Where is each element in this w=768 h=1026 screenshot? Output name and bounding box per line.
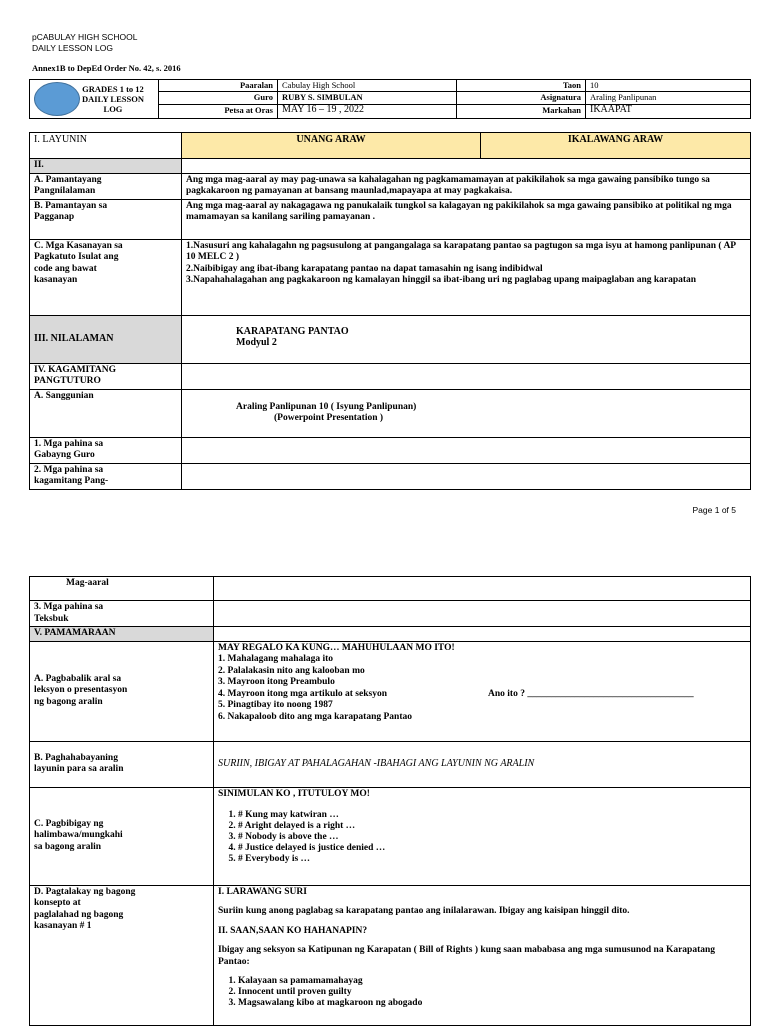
sanggunian-content bbox=[182, 389, 751, 437]
saan-heading: II. SAAN,SAAN KO HAHANAPIN? bbox=[218, 925, 368, 936]
larawang-suri-text: Suriin kung anong paglabag sa karapatang pantao ang inilalarawan. Ibigay ang kaisipan hinggil dito. bbox=[218, 906, 630, 916]
halimbawa-label: C. Pagbibigay ng halimbawa/mungkahi sa bagong aralin bbox=[30, 787, 214, 885]
nilalaman-content bbox=[182, 315, 751, 363]
ano-ito: Ano ito ? ___________________________________ bbox=[488, 688, 694, 699]
riddle-5: 5. Pinagtibay ito noong 1987 bbox=[218, 700, 333, 710]
guro-value: RUBY S. SIMBULAN bbox=[278, 92, 457, 104]
list-item: 1. Kalayaan sa pamamamahayag bbox=[238, 976, 746, 987]
riddle-2: 2. Palalakasin nito ang kalooban mo bbox=[218, 665, 365, 676]
regalo-heading: MAY REGALO KA KUNG… MAHUHULAAN MO ITO! bbox=[218, 642, 455, 653]
list-item: 3. # Nobody is above the … bbox=[238, 832, 746, 843]
layunin-text: SURIIN, IBIGAY AT PAHALAGAHAN -IBAHAGI ANG LAYUNIN NG ARALIN bbox=[214, 741, 751, 787]
taon-label: Taon bbox=[457, 80, 586, 92]
list-item: 2. Innocent until proven guilty bbox=[238, 987, 746, 998]
pamamaraan-label: V. PAMAMARAAN bbox=[30, 627, 214, 642]
karapatan-title: KARAPATANG PANTAO bbox=[236, 325, 349, 337]
pamantayang-text: Ang mga mag-aaral ay may pag-unawa sa kahalagahan ng pagkamamamayan at pakikilahok sa mga gawaing pansibiko tungo sa pagkakaroon ng pamayanan at bansang maunlad,mapayapa at may pagkakaisa. bbox=[182, 173, 751, 199]
pagganap-text: Ang mga mag-aaral ay nakagagawa ng panukalaik tungkol sa kalagayan ng pakikilahok sa mga gawaing pansibiko at politikal ng mga mamamayan sa kanilang sariling pamayanan . bbox=[182, 199, 751, 239]
modyul-title: Modyul 2 bbox=[236, 337, 277, 348]
powerpoint-note: (Powerpoint Presentation ) bbox=[274, 413, 384, 423]
pagtalakay-content bbox=[214, 885, 751, 1025]
araling-title: Araling Panlipunan 10 ( Isyung Panlipunan) bbox=[236, 401, 417, 412]
pagganap-label: B. Pamantayan sa Pagganap bbox=[30, 199, 182, 239]
larawang-suri-heading: I. LARAWANG SURI bbox=[218, 886, 307, 897]
lesson-table-continued bbox=[29, 576, 751, 1026]
pahina-guro-label: 1. Mga pahina sa Gabayng Guro bbox=[30, 437, 182, 463]
list-item: 2. # Aright delayed is a right … bbox=[238, 821, 746, 832]
school-name: pCABULAY HIGH SCHOOL bbox=[32, 32, 138, 42]
header-table bbox=[29, 79, 751, 119]
guro-label: Guro bbox=[159, 92, 278, 104]
list-item: 5. # Everybody is … bbox=[238, 854, 746, 865]
kasanayan-1: 1.Nasusuri ang kahalagahn ng pagsusulong at pangangalaga sa karapatang pantao sa pagtugon sa mga isyu at hamong panlipunan ( AP 10 MELC 2 ) bbox=[186, 240, 736, 262]
riddle-1: 1. Mahalagang mahalaga ito bbox=[218, 654, 334, 664]
taon-value: 10 bbox=[586, 80, 751, 92]
list-item: 3. Magsawalang kibo at magkaroon ng abogado bbox=[238, 998, 746, 1009]
saan-text: Ibigay ang seksyon sa Katipunan ng Karapatan ( Bill of Rights ) kung saan mababasa ang mga sumusunod na Karapatang Pantao: bbox=[218, 945, 716, 967]
kagamitan-label: IV. KAGAMITANG PANGTUTURO bbox=[30, 363, 182, 389]
pagbabalik-content bbox=[214, 641, 751, 741]
pagbabalik-label: A. Pagbabalik aral sa leksyon o presentasyon ng bagong aralin bbox=[30, 641, 214, 741]
sinimulan-heading: SINIMULAN KO , ITUTULOY MO! bbox=[218, 788, 370, 799]
riddle-6: 6. Nakapaloob dito ang mga karapatang Pantao bbox=[218, 711, 412, 722]
teksbuk-label: 3. Mga pahina sa Teksbuk bbox=[30, 601, 214, 627]
log-title: DAILY LESSON LOG bbox=[32, 43, 113, 53]
markahan-value: IKAAPAT bbox=[586, 104, 751, 118]
riddle-3: 3. Mayroon itong Preambulo bbox=[218, 677, 335, 687]
sanggunian-label: A. Sanggunian bbox=[30, 389, 182, 437]
karapatan-list bbox=[218, 976, 746, 1009]
unang-araw-heading: UNANG ARAW bbox=[182, 133, 481, 159]
lesson-table bbox=[29, 132, 751, 490]
deped-logo-icon bbox=[34, 82, 80, 116]
asignatura-value: Araling Panlipunan bbox=[586, 92, 751, 104]
layunin-heading: I. LAYUNIN bbox=[30, 133, 182, 159]
pahina-kagamitan-label: 2. Mga pahina sa kagamitang Pang- bbox=[30, 463, 182, 489]
nilalaman-label: III. NILALAMAN bbox=[30, 315, 182, 363]
markahan-label: Markahan bbox=[457, 104, 586, 118]
kasanayan-3: 3.Napahahalagahan ang pagkakaroon ng kamalayan hinggil sa ibat-ibang uri ng paglabag upang maipaglaban ang karapatan bbox=[186, 275, 697, 285]
riddle-4: 4. Mayroon itong mga artikulo at seksyon bbox=[218, 688, 387, 699]
dll-title: GRADES 1 to 12 DAILY LESSON LOG bbox=[82, 84, 144, 114]
kasanayan-2: 2.Naibibigay ang ibat-ibang karapatang pantao na dapat tamasahin ng isang indibidwal bbox=[186, 263, 543, 274]
list-item: 1. # Kung may katwiran … bbox=[238, 810, 746, 821]
pamantayang-label: A. Pamantayang Pangnilalaman bbox=[30, 173, 182, 199]
kasanayan-text bbox=[182, 239, 751, 315]
logo-cell bbox=[30, 80, 159, 119]
kasanayan-label: C. Mga Kasanayan sa Pagkatuto Isulat ang code ang bawat kasanayan bbox=[30, 239, 182, 315]
halimbawa-content bbox=[214, 787, 751, 885]
asignatura-label: Asignatura bbox=[457, 92, 586, 104]
sinimulan-list bbox=[218, 810, 746, 865]
petsa-label: Petsa at Oras bbox=[159, 104, 278, 118]
page-2 bbox=[0, 576, 768, 1024]
list-item: 4. # Justice delayed is justice denied … bbox=[238, 843, 746, 854]
paaralan-value: Cabulay High School bbox=[278, 80, 457, 92]
pagtalakay-label: D. Pagtalakay ng bagong konsepto at paglalahad ng bagong kasanayan # 1 bbox=[30, 885, 214, 1025]
paghahabayaning-label: B. Paghahabayaning layunin para sa aralin bbox=[30, 741, 214, 787]
section-ii: II. bbox=[30, 159, 182, 174]
annex-line: Annex1B to DepEd Order No. 42, s. 2016 bbox=[32, 63, 181, 73]
ikalawang-araw-heading: IKALAWANG ARAW bbox=[481, 133, 751, 159]
petsa-value: MAY 16 – 19 , 2022 bbox=[278, 104, 457, 118]
page-number: Page 1 of 5 bbox=[692, 505, 736, 515]
mag-aaral-label: Mag-aaral bbox=[30, 577, 214, 601]
paaralan-label: Paaralan bbox=[159, 80, 278, 92]
